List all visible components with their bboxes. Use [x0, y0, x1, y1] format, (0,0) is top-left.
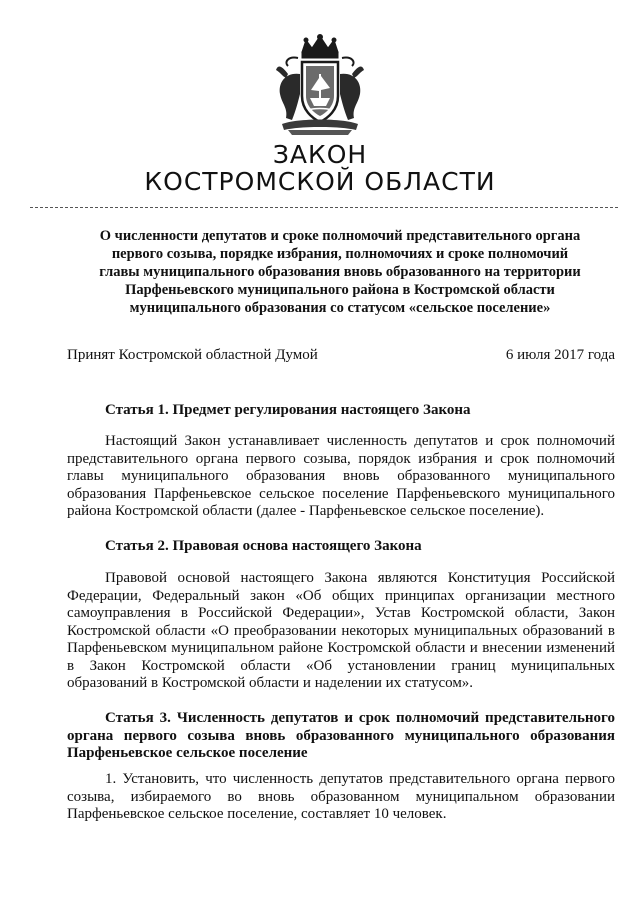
- region-name: КОСТРОМСКОЙ ОБЛАСТИ: [144, 167, 496, 196]
- article-3-item-1: 1. Установить, что численность депутатов представительного органа первого созыва, избираемого во вновь образованном муниципальном образовании Парфеньевское сельское поселение, составляет 10 человек.: [67, 771, 615, 822]
- title-line: Парфеньевского муниципального района в Костромской области: [125, 282, 555, 298]
- title-line: первого созыва, порядке избрания, полномочиях и сроке полномочий: [111, 246, 569, 262]
- coat-of-arms-emblem: [268, 34, 372, 138]
- law-subject-title: [60, 227, 620, 317]
- article-2-heading: Статья 2. Правовая основа настоящего Закона: [105, 538, 422, 554]
- law-title: ЗАКОН: [272, 140, 368, 169]
- header-divider: [30, 207, 618, 208]
- title-line: О численности депутатов и сроке полномочий представительного органа: [99, 228, 581, 244]
- adopted-by: Принят Костромской областной Думой: [67, 347, 318, 363]
- title-line: муниципального образования со статусом «сельское поселение»: [129, 300, 551, 316]
- article-1-heading: Статья 1. Предмет регулирования настоящего Закона: [105, 402, 471, 418]
- article-3-heading: Статья 3. Численность депутатов и срок полномочий представительного органа первого созыва вновь образованного муниципального образования Парфеньевское сельское поселение: [67, 710, 615, 761]
- adoption-date: 6 июля 2017 года: [505, 347, 615, 363]
- title-line: главы муниципального образования вновь образованного на территории: [99, 264, 581, 280]
- article-1-text: Настоящий Закон устанавливает численность депутатов и срок полномочий представительного органа первого созыва, порядок избрания и срок полномочий главы муниципального образования вновь образованного муниципального образования Парфеньевское сельское поселение Парфеньевского муниципального района Костромской области (далее - Парфеньевское сельское поселение).: [67, 433, 615, 519]
- article-2-text: Правовой основой настоящего Закона являются Конституция Российской Федерации, Федеральный закон «Об общих принципах организации местного самоуправления в Российской Федерации», Устав Костромской области, Закон Костромской области «О преобразовании некоторых муниципальных образований в Парфеньевском муниципальном районе Костромской области и внесении изменений в Закон Костромской области «Об установлении границ муниципальных образований в Костромской области и наделении их статусом».: [67, 570, 615, 691]
